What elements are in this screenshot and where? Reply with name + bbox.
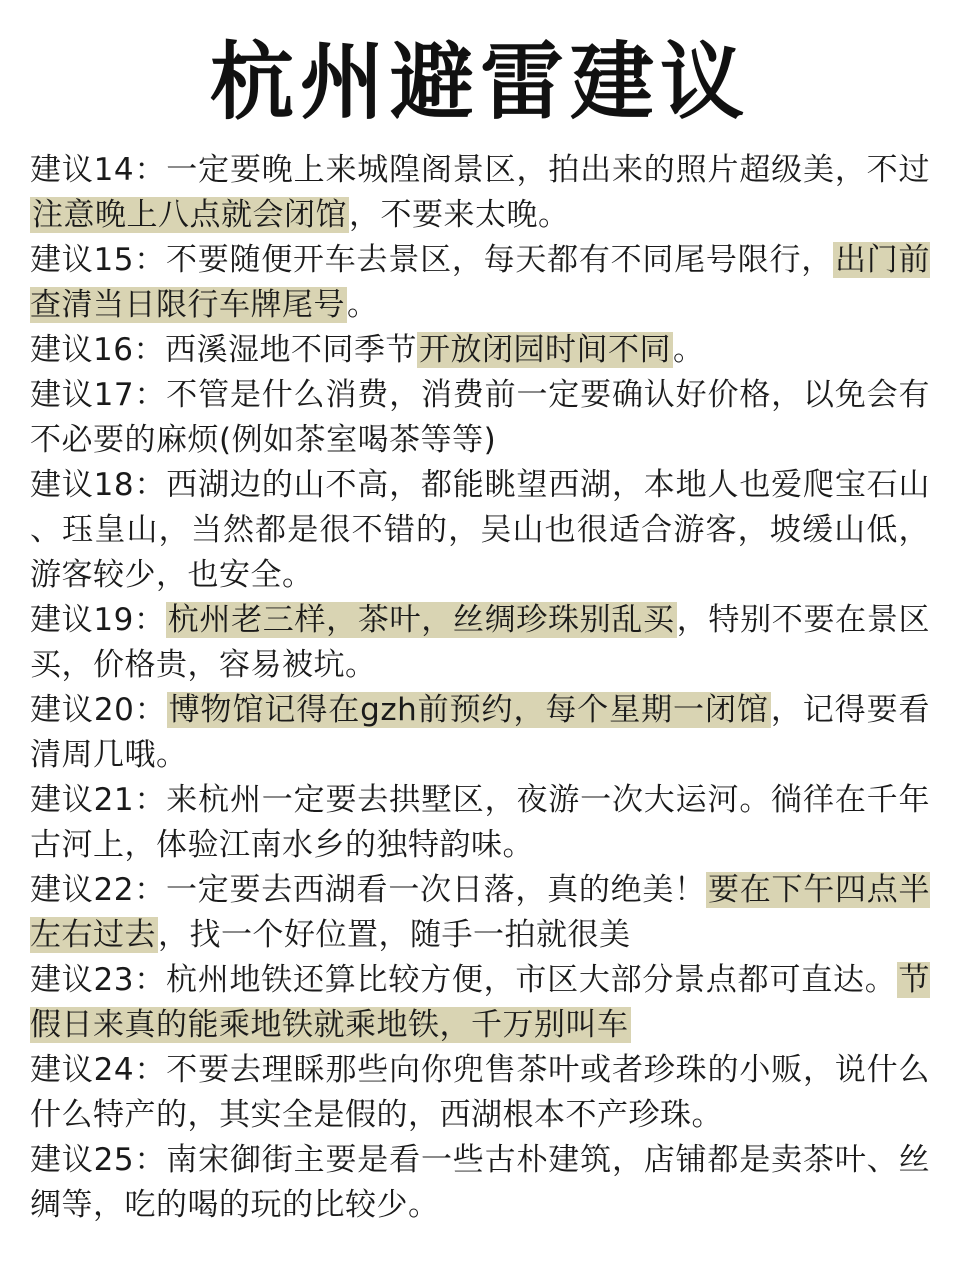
tip-text: 。 bbox=[347, 287, 379, 323]
tip-text: 建议25：南宋御街主要是看一些古朴建筑，店铺都是卖茶叶、丝绸等，吃的喝的玩的比较少。 bbox=[30, 1142, 930, 1223]
tip-text: ，特别不要在景区买，价格贵，容易被坑。 bbox=[30, 602, 931, 683]
tip-text: 建议21：来杭州一定要去拱墅区，夜游一次大运河。徜徉在千年古河上，体验江南水乡的独特韵味。 bbox=[30, 782, 930, 863]
tip-15 bbox=[30, 238, 930, 328]
tip-highlight: 博物馆记得在gzh前预约，每个星期一闭馆 bbox=[168, 692, 769, 728]
tip-text: 建议19： bbox=[30, 602, 166, 638]
tip-highlight: 注意晚上八点就会闭馆 bbox=[32, 197, 347, 233]
tip-highlight: 节假日来真的能乘地铁就乘地铁，千万别叫车 bbox=[30, 962, 930, 1043]
tip-16 bbox=[30, 328, 930, 373]
tip-highlight: 要在下午四点半左右过去 bbox=[30, 872, 931, 953]
tip-21 bbox=[30, 778, 930, 868]
tip-14 bbox=[30, 148, 930, 238]
tip-25 bbox=[30, 1138, 930, 1228]
tip-20 bbox=[30, 688, 930, 778]
tip-text: ，记得要看清周几哦。 bbox=[30, 692, 930, 773]
tip-highlight: 开放闭园时间不同 bbox=[418, 332, 671, 368]
tip-18 bbox=[30, 463, 930, 598]
tip-19 bbox=[30, 598, 930, 688]
tip-text: 建议20： bbox=[30, 692, 167, 728]
tip-text: 建议24：不要去理睬那些向你兜售茶叶或者珍珠的小贩，说什么什么特产的，其实全是假的，西湖根本不产珍珠。 bbox=[30, 1052, 930, 1133]
tip-22 bbox=[30, 868, 930, 958]
tip-text: 建议23：杭州地铁还算比较方便，市区大部分景点都可直达。 bbox=[30, 962, 897, 998]
page-title: 杭州避雷建议 bbox=[209, 33, 750, 131]
tip-24 bbox=[30, 1048, 930, 1138]
tip-text: 建议15：不要随便开车去景区，每天都有不同尾号限行， bbox=[30, 242, 833, 278]
tip-highlight: 杭州老三样，茶叶，丝绸珍珠别乱买 bbox=[167, 602, 675, 638]
tip-text: 建议14：一定要晚上来城隍阁景区，拍出来的照片超级美，不过 bbox=[30, 152, 930, 188]
tip-text: 建议22：一定要去西湖看一次日落，真的绝美！ bbox=[30, 872, 706, 908]
tip-highlight: 出门前查清当日限行车牌尾号 bbox=[30, 242, 930, 323]
tip-text: 建议18：西湖边的山不高，都能眺望西湖，本地人也爱爬宝石山、珏皇山，当然都是很不错的，吴山也很适合游客，坡缓山低，游客较少，也安全。 bbox=[30, 467, 930, 593]
tip-text: 。 bbox=[672, 332, 705, 368]
tips-list bbox=[30, 148, 930, 1228]
tip-text: ，找一个好位置，随手一拍就很美 bbox=[158, 917, 631, 953]
tip-17 bbox=[30, 373, 930, 463]
tip-text: ，不要来太晚。 bbox=[349, 197, 570, 233]
tip-23 bbox=[30, 958, 930, 1048]
tip-text: 建议17：不管是什么消费，消费前一定要确认好价格，以免会有不必要的麻烦(例如茶室喝茶等等) bbox=[30, 377, 930, 458]
tip-text: 建议16：西溪湿地不同季节 bbox=[30, 332, 417, 368]
